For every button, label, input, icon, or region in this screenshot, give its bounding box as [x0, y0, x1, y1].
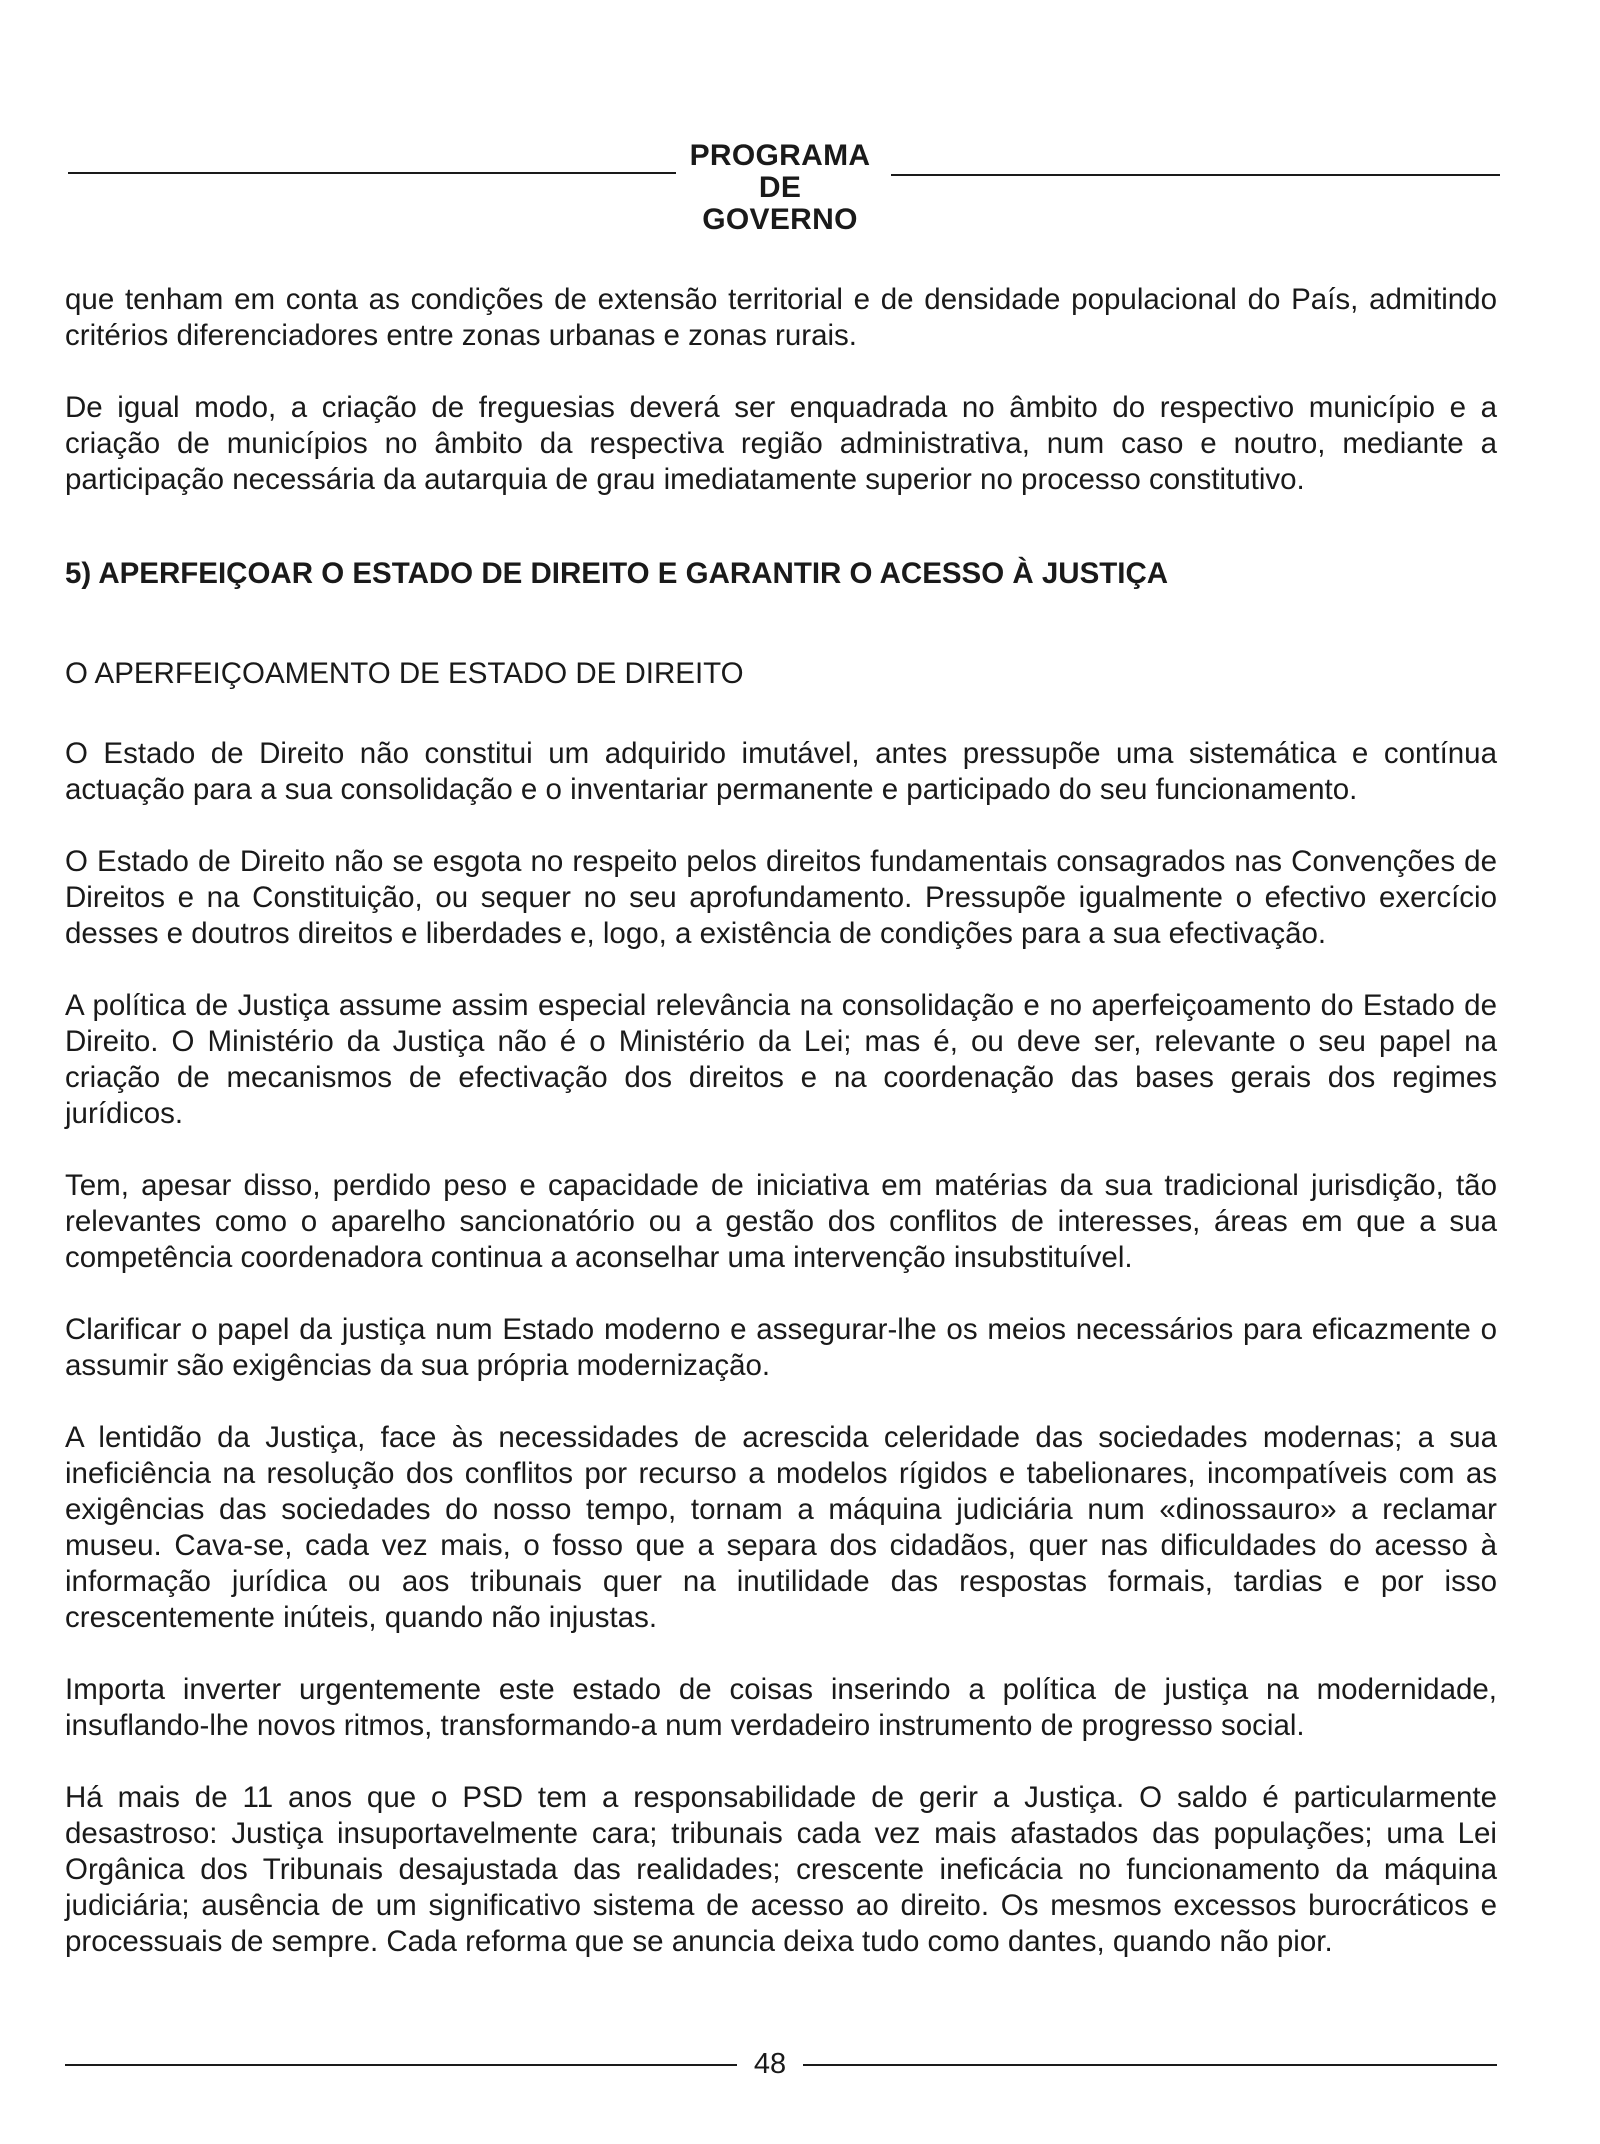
paragraph: A política de Justiça assume assim especial relevância na consolidação e no aperfeiçoamento do Estado de Direito. O Ministério da Justiça não é o Ministério da Lei; mas é, ou deve ser, relevante o seu papel na criação de mecanismos de efectivação dos direitos e na coordenação das bases gerais dos regimes jurídicos.: [65, 989, 1497, 1130]
header-rule-right: [891, 174, 1500, 176]
header-title: [680, 140, 880, 236]
paragraph: De igual modo, a criação de freguesias deverá ser enquadrada no âmbito do respectivo município e a criação de municípios no âmbito da respectiva região administrativa, num caso e noutro, mediante a participação necessária da autarquia de grau imediatamente superior no processo constitutivo.: [65, 391, 1497, 496]
paragraph: Tem, apesar disso, perdido peso e capacidade de iniciativa em matérias da sua tradicional jurisdição, tão relevantes como o aparelho sancionatório ou a gestão dos conflitos de interesses, áreas em que a sua competência coordenadora continua a aconselhar uma intervenção insubstituível.: [65, 1169, 1497, 1274]
paragraph: O Estado de Direito não constitui um adquirido imutável, antes pressupõe uma sistemática e contínua actuação para a sua consolidação e o inventariar permanente e participado do seu funcionamento.: [65, 737, 1497, 806]
footer-rule-right: [803, 2064, 1497, 2066]
sub-heading: O APERFEIÇOAMENTO DE ESTADO DE DIREITO: [65, 657, 744, 690]
page-header: [68, 139, 1500, 236]
paragraph: A lentidão da Justiça, face às necessidades de acrescida celeridade das sociedades modernas; a sua ineficiência na resolução dos conflitos por recurso a modelos rígidos e tabelionares, incompatíveis com as exigências das sociedades do nosso tempo, tornam a máquina judiciária num «dinossauro» a reclamar museu. Cava-se, cada vez mais, o fosso que a separa dos cidadãos, quer nas dificuldades do acesso à informação jurídica ou aos tribunais quer na inutilidade das respostas formais, tardias e por isso crescentemente inúteis, quando não injustas.: [65, 1421, 1497, 1634]
paragraph: Importa inverter urgentemente este estado de coisas inserindo a política de justiça na modernidade, insuflando-lhe novos ritmos, transformando-a num verdadeiro instrumento de progresso social.: [65, 1673, 1497, 1742]
footer-rule-left: [65, 2064, 737, 2066]
header-title-line1: PROGRAMA: [689, 139, 871, 172]
header-rule-left: [68, 172, 676, 174]
section-heading: 5) APERFEIÇOAR O ESTADO DE DIREITO E GARANTIR O ACESSO À JUSTIÇA: [65, 557, 1169, 590]
paragraph: Há mais de 11 anos que o PSD tem a responsabilidade de gerir a Justiça. O saldo é particularmente desastroso: Justiça insuportavelmente cara; tribunais cada vez mais afastados das populações; uma Lei Orgânica dos Tribunais desajustada das realidades; crescente ineficácia no funcionamento da máquina judiciária; ausência de um significativo sistema de acesso ao direito. Os mesmos excessos burocráticos e processuais de sempre. Cada reforma que se anuncia deixa tudo como dantes, quando não pior.: [65, 1781, 1497, 1958]
page-number: 48: [753, 2048, 787, 2080]
paragraph: O Estado de Direito não se esgota no respeito pelos direitos fundamentais consagrados nas Convenções de Direitos e na Constituição, ou sequer no seu aprofundamento. Pressupõe igualmente o efectivo exercício desses e doutros direitos e liberdades e, logo, a existência de condições para a sua efectivação.: [65, 845, 1497, 950]
document-body: [65, 282, 1497, 1996]
page-footer: [65, 2046, 1497, 2082]
paragraph: que tenham em conta as condições de extensão territorial e de densidade populacional do País, admitindo critérios diferenciadores entre zonas urbanas e zonas rurais.: [65, 283, 1497, 352]
paragraph: Clarificar o papel da justiça num Estado moderno e assegurar-lhe os meios necessários para eficazmente o assumir são exigências da sua própria modernização.: [65, 1313, 1497, 1382]
header-title-line2: DE GOVERNO: [702, 171, 858, 236]
